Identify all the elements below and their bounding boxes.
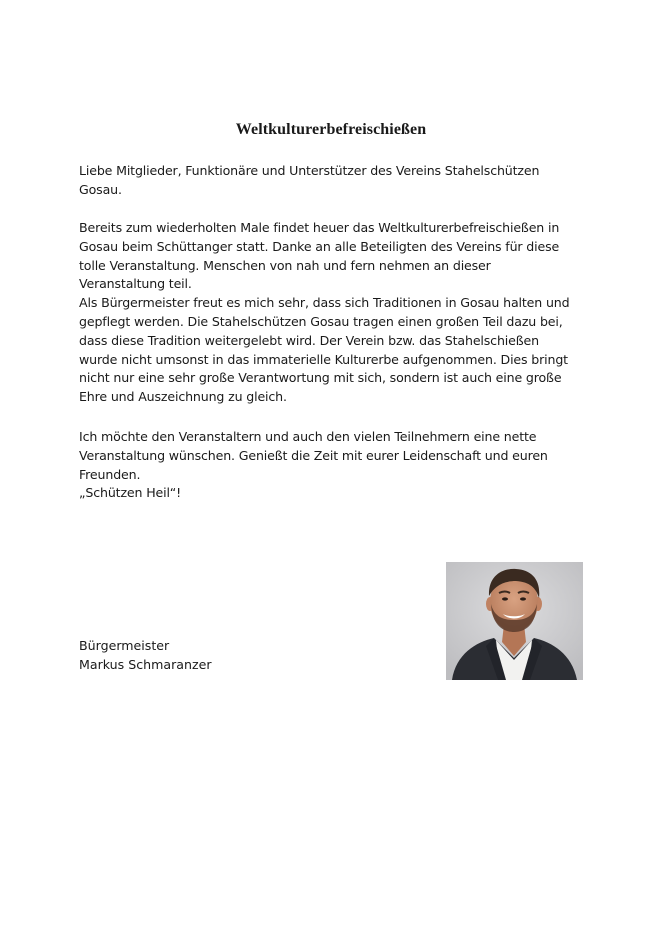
text-line: gepflegt werden. Die Stahelschützen Gosau tragen einen großen Teil dazu bei, xyxy=(79,313,563,329)
signature-name: Markus Schmaranzer xyxy=(79,657,212,672)
greeting-paragraph xyxy=(79,162,599,200)
text-line: Bereits zum wiederholten Male findet heuer das Weltkulturerbefreischießen in xyxy=(79,220,560,235)
signature-block xyxy=(79,636,212,674)
text-line: Ehre und Auszeichnung zu gleich. xyxy=(79,389,287,405)
text-line: dass diese Tradition weitergelebt wird. Der Verein bzw. das Stahelschießen xyxy=(79,332,539,348)
text-line: Gosau beim Schüttanger statt. Danke an alle Beteiligten des Vereins für diese xyxy=(79,238,560,254)
main-paragraph xyxy=(79,219,599,407)
portrait-photo-icon xyxy=(446,562,583,680)
closing-paragraph xyxy=(79,428,599,503)
text-line: wurde nicht umsonst in das immaterielle Kulturerbe aufgenommen. Dies bringt xyxy=(79,351,568,367)
signature-role: Bürgermeister xyxy=(79,638,170,653)
text-line: Veranstaltung wünschen. Genießt die Zeit mit eurer Leidenschaft und euren xyxy=(79,447,548,463)
text-line: Gosau. xyxy=(79,181,122,197)
text-line: Veranstaltung teil. xyxy=(79,276,192,292)
page-title: Weltkulturerbefreischießen xyxy=(235,121,427,138)
text-line: Freunden. xyxy=(79,466,141,482)
text-line: nicht nur eine sehr große Verantwortung mit sich, sondern ist auch eine große xyxy=(79,370,562,386)
text-line: „Schützen Heil“! xyxy=(79,485,182,501)
text-line: Ich möchte den Veranstaltern und auch den vielen Teilnehmern eine nette xyxy=(79,429,537,444)
text-line: tolle Veranstaltung. Menschen von nah und fern nehmen an dieser xyxy=(79,257,491,273)
text-line: Liebe Mitglieder, Funktionäre und Unterstützer des Vereins Stahelschützen xyxy=(79,163,540,178)
text-line: Als Bürgermeister freut es mich sehr, dass sich Traditionen in Gosau halten und xyxy=(79,295,570,311)
portrait-photo xyxy=(446,562,583,680)
